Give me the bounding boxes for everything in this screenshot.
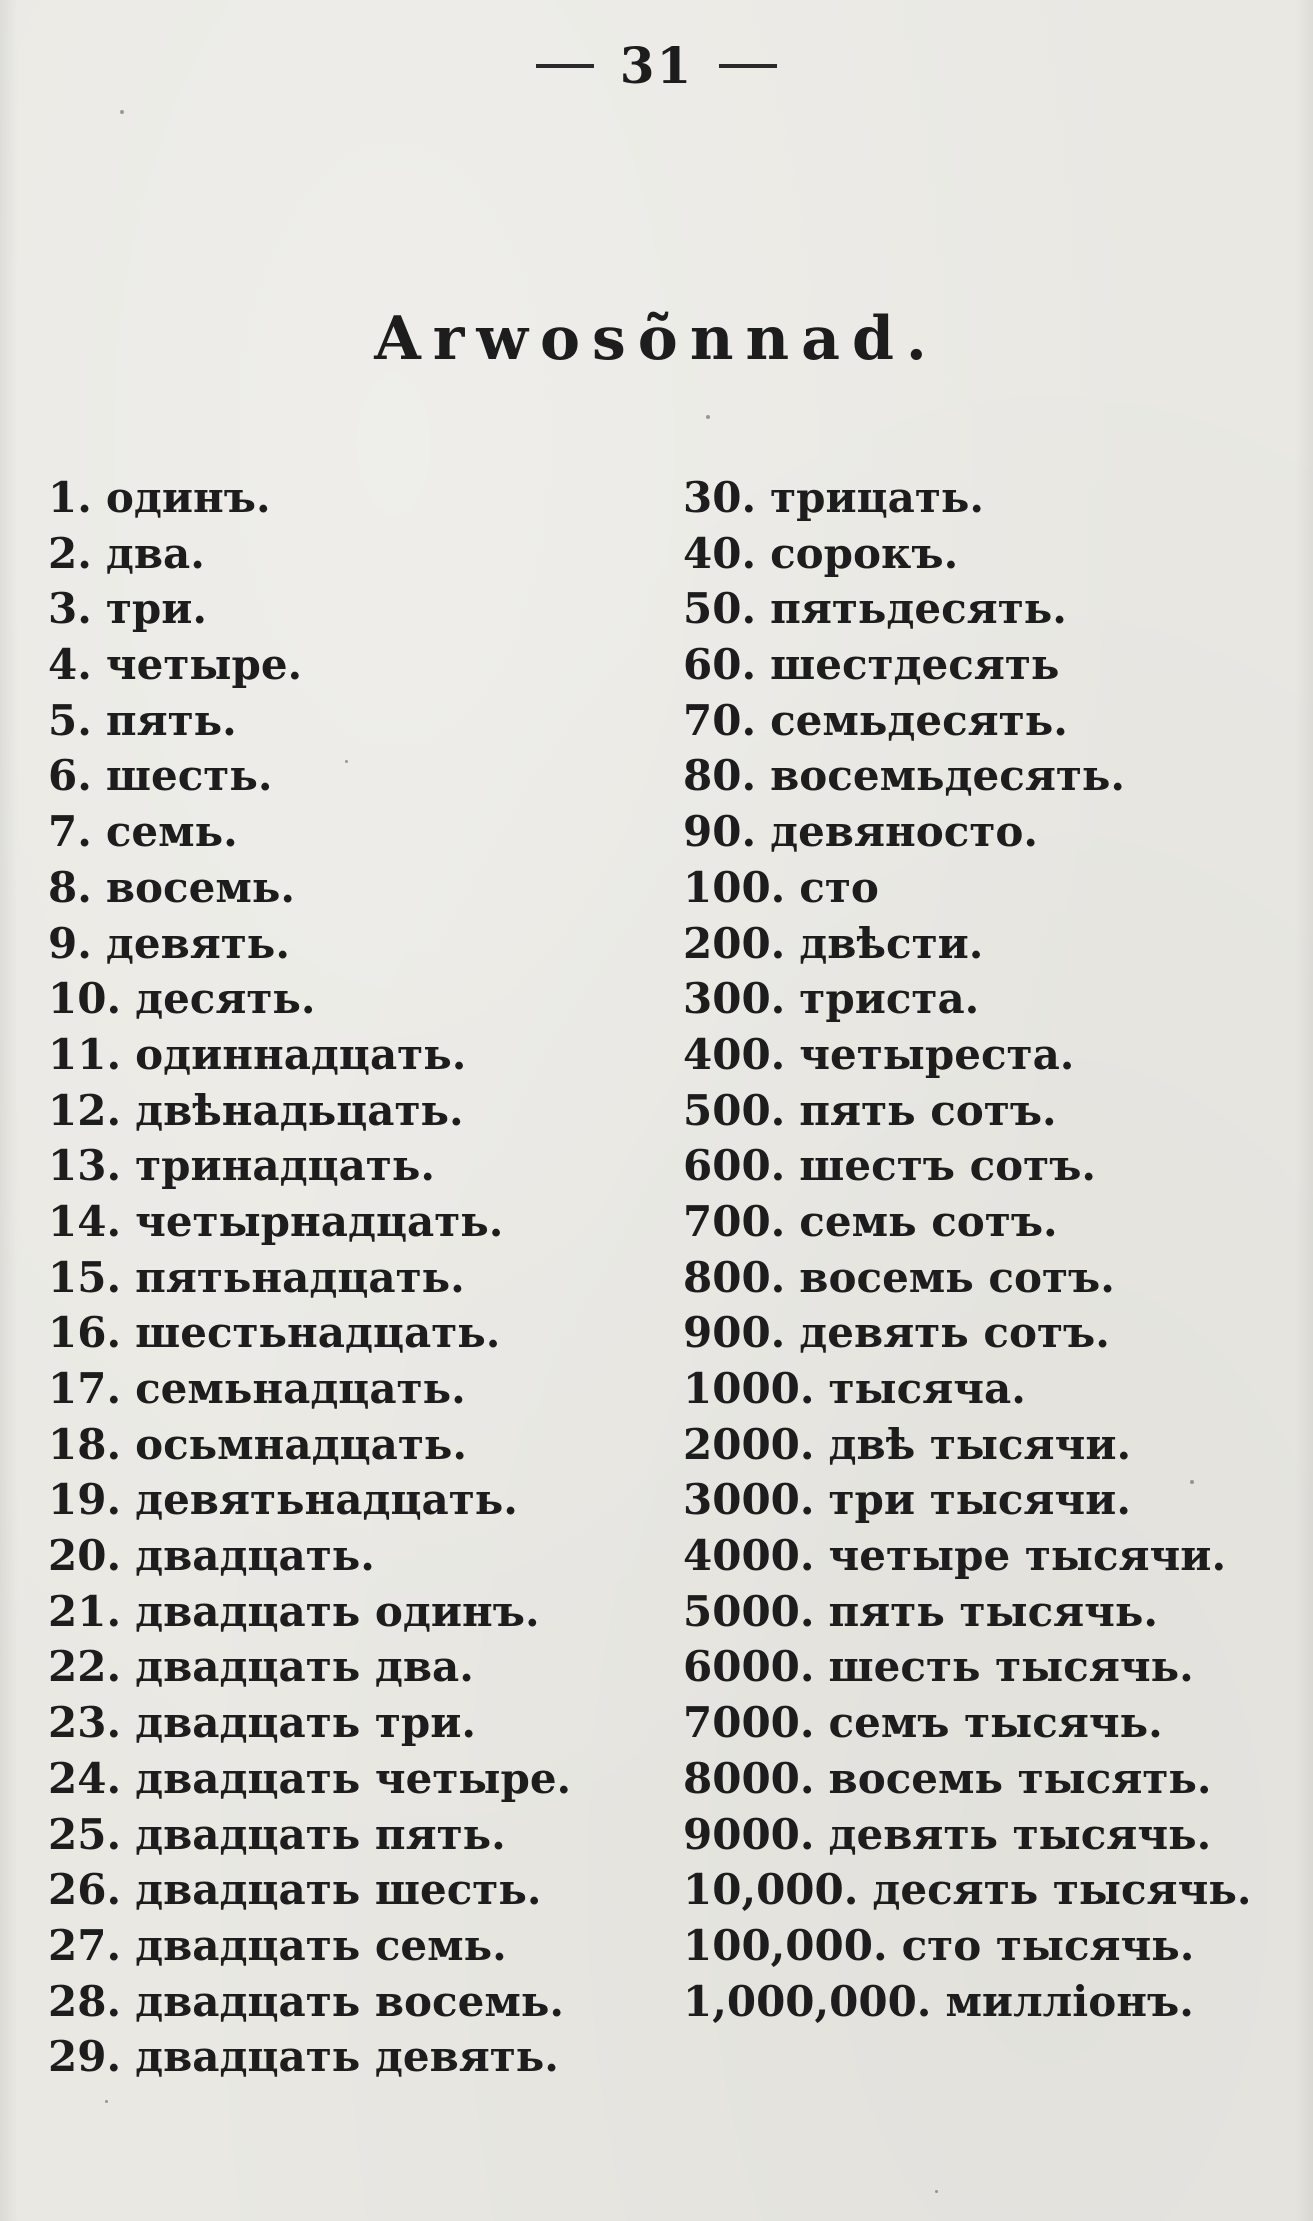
number-word: четыреста. [799, 1029, 1075, 1079]
numbers-left-column [48, 470, 571, 2085]
number-entry [683, 1751, 1251, 1807]
number-entry [48, 526, 571, 582]
numeral: 1. [48, 473, 92, 522]
numeral: 2000. [683, 1419, 815, 1469]
number-word: семъ тысячь. [828, 1698, 1163, 1748]
paper-speck [120, 110, 124, 114]
numeral: 80. [683, 751, 757, 801]
numeral: 25. [48, 1809, 122, 1859]
number-entry [48, 1528, 571, 1584]
numeral: 50. [683, 584, 757, 634]
numeral: 14. [48, 1196, 122, 1246]
number-entry [683, 1807, 1251, 1863]
number-entry [48, 1639, 571, 1695]
number-entry [48, 1027, 571, 1083]
numeral: 22. [48, 1642, 122, 1692]
number-entry [683, 804, 1251, 860]
number-word: пятьдесять. [770, 584, 1067, 634]
number-entry [48, 581, 571, 637]
number-word: девять сотъ. [799, 1308, 1110, 1358]
number-word: восемь. [105, 862, 295, 912]
number-word: восемьдесять. [770, 751, 1126, 801]
number-word: семьдесять. [770, 695, 1068, 745]
numeral: 16. [48, 1308, 122, 1358]
number-word: десять тысячь. [872, 1865, 1252, 1915]
number-entry [48, 1250, 571, 1306]
numeral: 5000. [683, 1586, 815, 1636]
numeral: 800. [683, 1252, 786, 1302]
numeral: 60. [683, 640, 757, 690]
number-entry [683, 1194, 1251, 1250]
number-entry [683, 1528, 1251, 1584]
number-entry [683, 1305, 1251, 1361]
numeral: 900. [683, 1308, 786, 1358]
number-entry [683, 1417, 1251, 1473]
number-entry [683, 470, 1251, 526]
number-entry [48, 1584, 571, 1640]
number-entry [48, 1083, 571, 1139]
number-entry [48, 1361, 571, 1417]
numeral: 9. [48, 918, 92, 968]
number-word: десять. [135, 974, 316, 1024]
number-word: пять сотъ. [799, 1085, 1057, 1135]
numeral: 7000. [683, 1698, 815, 1748]
numeral: 6. [48, 751, 92, 801]
number-entry [48, 1305, 571, 1361]
numeral: 4. [48, 640, 92, 690]
numeral: 40. [683, 528, 757, 578]
number-word: девять. [105, 918, 290, 968]
numeral: 100. [683, 862, 786, 912]
number-entry [48, 860, 571, 916]
numeral: 500. [683, 1085, 786, 1135]
number-word: три тысячи. [828, 1475, 1131, 1525]
number-word: четыре тысячи. [828, 1531, 1227, 1581]
number-entry [683, 1584, 1251, 1640]
number-entry [683, 693, 1251, 749]
number-word: сорокъ. [770, 528, 959, 578]
number-word: тысяча. [828, 1364, 1026, 1413]
number-word: шестъ сотъ. [799, 1141, 1097, 1191]
number-word: пятьнадцать. [135, 1252, 465, 1302]
numeral: 27. [48, 1920, 122, 1970]
number-entry [48, 1138, 571, 1194]
numeral: 4000. [683, 1531, 815, 1581]
number-entry [683, 916, 1251, 972]
numeral: 29. [48, 2032, 122, 2082]
numeral: 200. [683, 918, 786, 968]
section-title: Arwosõnnad. [374, 304, 939, 374]
number-entry [48, 1751, 571, 1807]
number-word: два. [105, 528, 205, 578]
numeral: 90. [683, 807, 757, 857]
numeral: 15. [48, 1252, 122, 1302]
number-entry [683, 1138, 1251, 1194]
number-word: девять тысячь. [828, 1809, 1212, 1859]
number-entry [683, 971, 1251, 1027]
number-entry [683, 860, 1251, 916]
number-entry [683, 637, 1251, 693]
paper-speck [105, 2100, 108, 2103]
numbers-right-column [683, 470, 1251, 2029]
number-word: двѣсти. [799, 918, 984, 968]
numeral: 300. [683, 974, 786, 1024]
numeral: 24. [48, 1753, 122, 1803]
numeral: 8. [48, 862, 92, 912]
number-entry [48, 1194, 571, 1250]
page-number: 31 [619, 36, 694, 95]
number-entry [48, 971, 571, 1027]
number-word: двадцать семь. [135, 1920, 507, 1970]
number-entry [48, 693, 571, 749]
number-word: двѣнадьцать. [135, 1085, 464, 1135]
numeral: 30. [683, 473, 757, 522]
number-word: двадцать два. [135, 1642, 474, 1692]
numeral: 1,000,000. [683, 1976, 932, 2026]
number-entry [683, 1250, 1251, 1306]
numeral: 3000. [683, 1475, 815, 1525]
number-word: шесть. [105, 751, 273, 801]
numeral: 10,000. [683, 1865, 859, 1915]
numeral: 28. [48, 1976, 122, 2026]
number-word: шестьнадцать. [135, 1308, 501, 1358]
number-entry [683, 1472, 1251, 1528]
number-entry [48, 2029, 571, 2085]
number-word: милліонъ. [945, 1976, 1194, 2026]
number-word: одинъ. [105, 473, 271, 522]
paper-speck [706, 415, 710, 419]
header-dash-left [536, 64, 594, 68]
number-entry [48, 1695, 571, 1751]
number-word: двадцать одинъ. [135, 1586, 540, 1636]
numeral: 13. [48, 1141, 122, 1191]
numeral: 700. [683, 1196, 786, 1246]
number-entry [683, 1918, 1251, 1974]
numeral: 100,000. [683, 1920, 888, 1970]
number-word: семь. [105, 807, 238, 857]
numeral: 18. [48, 1419, 122, 1469]
number-entry [48, 804, 571, 860]
numeral: 11. [48, 1029, 122, 1079]
numeral: 7. [48, 807, 92, 857]
numeral: 9000. [683, 1809, 815, 1859]
number-word: сто [799, 862, 879, 912]
numeral: 20. [48, 1531, 122, 1581]
number-word: четыре. [105, 640, 303, 690]
number-word: шесть тысячь. [828, 1642, 1194, 1692]
number-word: одиннадцать. [135, 1029, 467, 1079]
number-word: семь сотъ. [799, 1196, 1058, 1246]
number-word: двадцать три. [135, 1698, 477, 1748]
number-entry [683, 1083, 1251, 1139]
numeral: 26. [48, 1865, 122, 1915]
number-entry [48, 1974, 571, 2030]
number-word: двадцать пять. [135, 1809, 506, 1859]
numeral: 23. [48, 1698, 122, 1748]
numeral: 21. [48, 1586, 122, 1636]
numeral: 6000. [683, 1642, 815, 1692]
number-entry [48, 1472, 571, 1528]
numeral: 70. [683, 695, 757, 745]
numeral: 10. [48, 974, 122, 1024]
number-word: двадцать девять. [135, 2032, 559, 2082]
number-word: восемь тысять. [828, 1753, 1212, 1803]
number-entry [48, 637, 571, 693]
number-entry [48, 470, 571, 526]
number-word: восемь сотъ. [799, 1252, 1115, 1302]
number-word: пять тысячь. [828, 1586, 1159, 1636]
numeral: 2. [48, 528, 92, 578]
numeral: 12. [48, 1085, 122, 1135]
number-entry [683, 1695, 1251, 1751]
number-word: шестдесять [770, 640, 1060, 690]
number-entry [683, 1361, 1251, 1417]
number-entry [683, 1862, 1251, 1918]
number-word: трицать. [770, 473, 985, 522]
number-word: триста. [799, 974, 980, 1024]
number-entry [48, 1807, 571, 1863]
numeral: 3. [48, 584, 92, 634]
number-entry [48, 916, 571, 972]
numeral: 5. [48, 695, 92, 745]
number-word: сто тысячь. [901, 1920, 1195, 1970]
numeral: 17. [48, 1364, 122, 1413]
number-entry [683, 1639, 1251, 1695]
number-entry [48, 1918, 571, 1974]
number-entry [683, 1027, 1251, 1083]
number-word: двадцать. [135, 1531, 375, 1581]
numeral: 400. [683, 1029, 786, 1079]
page-header [0, 36, 1313, 95]
number-entry [48, 748, 571, 804]
number-word: семьнадцать. [135, 1364, 466, 1413]
number-word: осьмнадцать. [135, 1419, 467, 1469]
number-word: тринадцать. [135, 1141, 435, 1191]
numeral: 19. [48, 1475, 122, 1525]
header-dash-right [719, 64, 777, 68]
number-entry [48, 1862, 571, 1918]
numeral: 8000. [683, 1753, 815, 1803]
number-word: три. [105, 584, 208, 634]
number-entry [683, 526, 1251, 582]
number-word: двадцать восемь. [135, 1976, 564, 2026]
paper-speck [935, 2190, 938, 2193]
number-word: двѣ тысячи. [828, 1419, 1132, 1469]
number-word: двадцать четыре. [135, 1753, 572, 1803]
numeral: 600. [683, 1141, 786, 1191]
number-word: девяносто. [770, 807, 1038, 857]
number-word: четырнадцать. [135, 1196, 504, 1246]
number-word: пять. [105, 695, 237, 745]
number-entry [683, 748, 1251, 804]
number-entry [48, 1417, 571, 1473]
number-word: двадцать шесть. [135, 1865, 542, 1915]
number-word: девятьнадцать. [135, 1475, 518, 1525]
number-entry [683, 1974, 1251, 2030]
number-entry [683, 581, 1251, 637]
numeral: 1000. [683, 1364, 815, 1413]
